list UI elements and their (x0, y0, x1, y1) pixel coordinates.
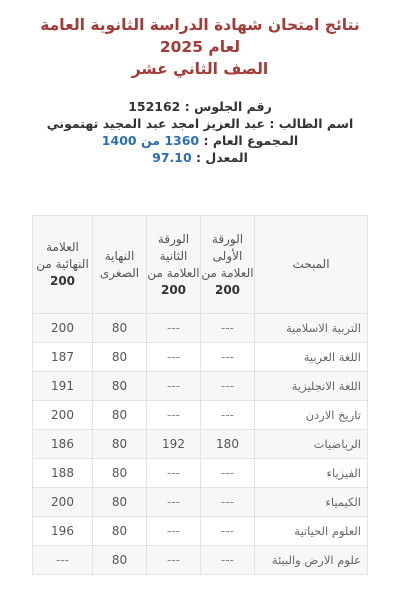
final-score-cell: 191 (33, 372, 93, 401)
header-final (33, 216, 93, 314)
min-score-cell: 80 (93, 343, 147, 372)
paper2-cell: --- (147, 546, 201, 575)
header-paper2-title: الورقة الثانية (157, 231, 190, 263)
min-score-cell: 80 (93, 459, 147, 488)
min-score-cell: 80 (93, 517, 147, 546)
header-paper1-max: 200 (214, 282, 241, 297)
paper2-cell: 192 (147, 430, 201, 459)
total-score-line (0, 132, 400, 149)
header-paper1-sub: العلامة من (201, 265, 254, 280)
min-score-cell: 80 (93, 314, 147, 343)
paper1-cell: --- (201, 517, 255, 546)
table-row (33, 459, 368, 488)
paper2-cell: --- (147, 459, 201, 488)
subject-cell: الفيزياء (255, 459, 368, 488)
paper1-cell: --- (201, 488, 255, 517)
subject-cell: علوم الارض والبيئة (255, 546, 368, 575)
paper2-cell: --- (147, 343, 201, 372)
table-row (33, 517, 368, 546)
table-row (33, 401, 368, 430)
header-min (93, 216, 147, 314)
table-row (33, 430, 368, 459)
final-score-cell: 200 (33, 314, 93, 343)
table-row (33, 546, 368, 575)
subject-cell: الرياضيات (255, 430, 368, 459)
header-paper1 (201, 216, 255, 314)
table-row (33, 343, 368, 372)
table-row (33, 314, 368, 343)
paper2-cell: --- (147, 372, 201, 401)
paper1-cell: --- (201, 459, 255, 488)
average-label: المعدل : (196, 150, 248, 165)
student-name-value: عبد العزيز امجد عبد المجيد تهتموني (46, 116, 266, 131)
table-body (33, 314, 368, 575)
final-score-cell: 187 (33, 343, 93, 372)
student-name-label: اسم الطالب : (269, 116, 354, 131)
paper1-cell: --- (201, 401, 255, 430)
min-score-cell: 80 (93, 372, 147, 401)
table-row (33, 372, 368, 401)
results-table-container (33, 215, 368, 575)
paper2-cell: --- (147, 517, 201, 546)
subject-cell: التربية الاسلامية (255, 314, 368, 343)
min-score-cell: 80 (93, 401, 147, 430)
seat-number-line (0, 98, 400, 115)
table-row (33, 488, 368, 517)
final-score-cell: 186 (33, 430, 93, 459)
min-score-cell: 80 (93, 546, 147, 575)
student-info (0, 98, 400, 166)
paper1-cell: --- (201, 343, 255, 372)
table-header-row (33, 216, 368, 314)
subject-cell: الكيمياء (255, 488, 368, 517)
exam-year: لعام 2025 (159, 38, 241, 56)
min-score-cell: 80 (93, 430, 147, 459)
total-score-label: المجموع العام : (203, 133, 299, 148)
results-header (0, 0, 400, 80)
paper1-cell: 180 (201, 430, 255, 459)
final-score-cell: --- (33, 546, 93, 575)
grade-level: الصف الثاني عشر (131, 60, 269, 78)
final-score-cell: 188 (33, 459, 93, 488)
total-score-value: 1360 (164, 133, 200, 148)
header-paper2-sub: العلامة من (147, 265, 200, 280)
average-line (0, 149, 400, 166)
subject-cell: اللغة العربية (255, 343, 368, 372)
header-subject (255, 216, 368, 314)
paper2-cell: --- (147, 314, 201, 343)
subject-cell: تاريخ الاردن (255, 401, 368, 430)
subject-cell: العلوم الحياتية (255, 517, 368, 546)
results-table (32, 215, 368, 575)
header-paper2-max: 200 (160, 282, 187, 297)
student-name-line (0, 115, 400, 132)
total-score-max: 1400 (101, 133, 137, 148)
paper1-cell: --- (201, 546, 255, 575)
min-score-cell: 80 (93, 488, 147, 517)
seat-number-label: رقم الجلوس : (184, 99, 272, 114)
subject-cell: اللغة الانجليزية (255, 372, 368, 401)
final-score-cell: 196 (33, 517, 93, 546)
page-title: نتائج امتحان شهادة الدراسة الثانوية العامة (40, 16, 360, 34)
header-paper2 (147, 216, 201, 314)
paper2-cell: --- (147, 488, 201, 517)
header-min-label: النهاية الصغرى (99, 248, 140, 280)
header-subject-label: المبحث (292, 257, 330, 271)
header-final-max: 200 (49, 274, 76, 288)
seat-number-value: 152162 (128, 99, 181, 114)
average-value: 97.10 (152, 150, 192, 165)
final-score-cell: 200 (33, 488, 93, 517)
paper1-cell: --- (201, 372, 255, 401)
paper1-cell: --- (201, 314, 255, 343)
header-final-title: العلامة النهائية من (36, 240, 89, 271)
total-score-of: من (140, 133, 160, 148)
paper2-cell: --- (147, 401, 201, 430)
final-score-cell: 200 (33, 401, 93, 430)
header-paper1-title: الورقة الأولى (211, 231, 244, 263)
